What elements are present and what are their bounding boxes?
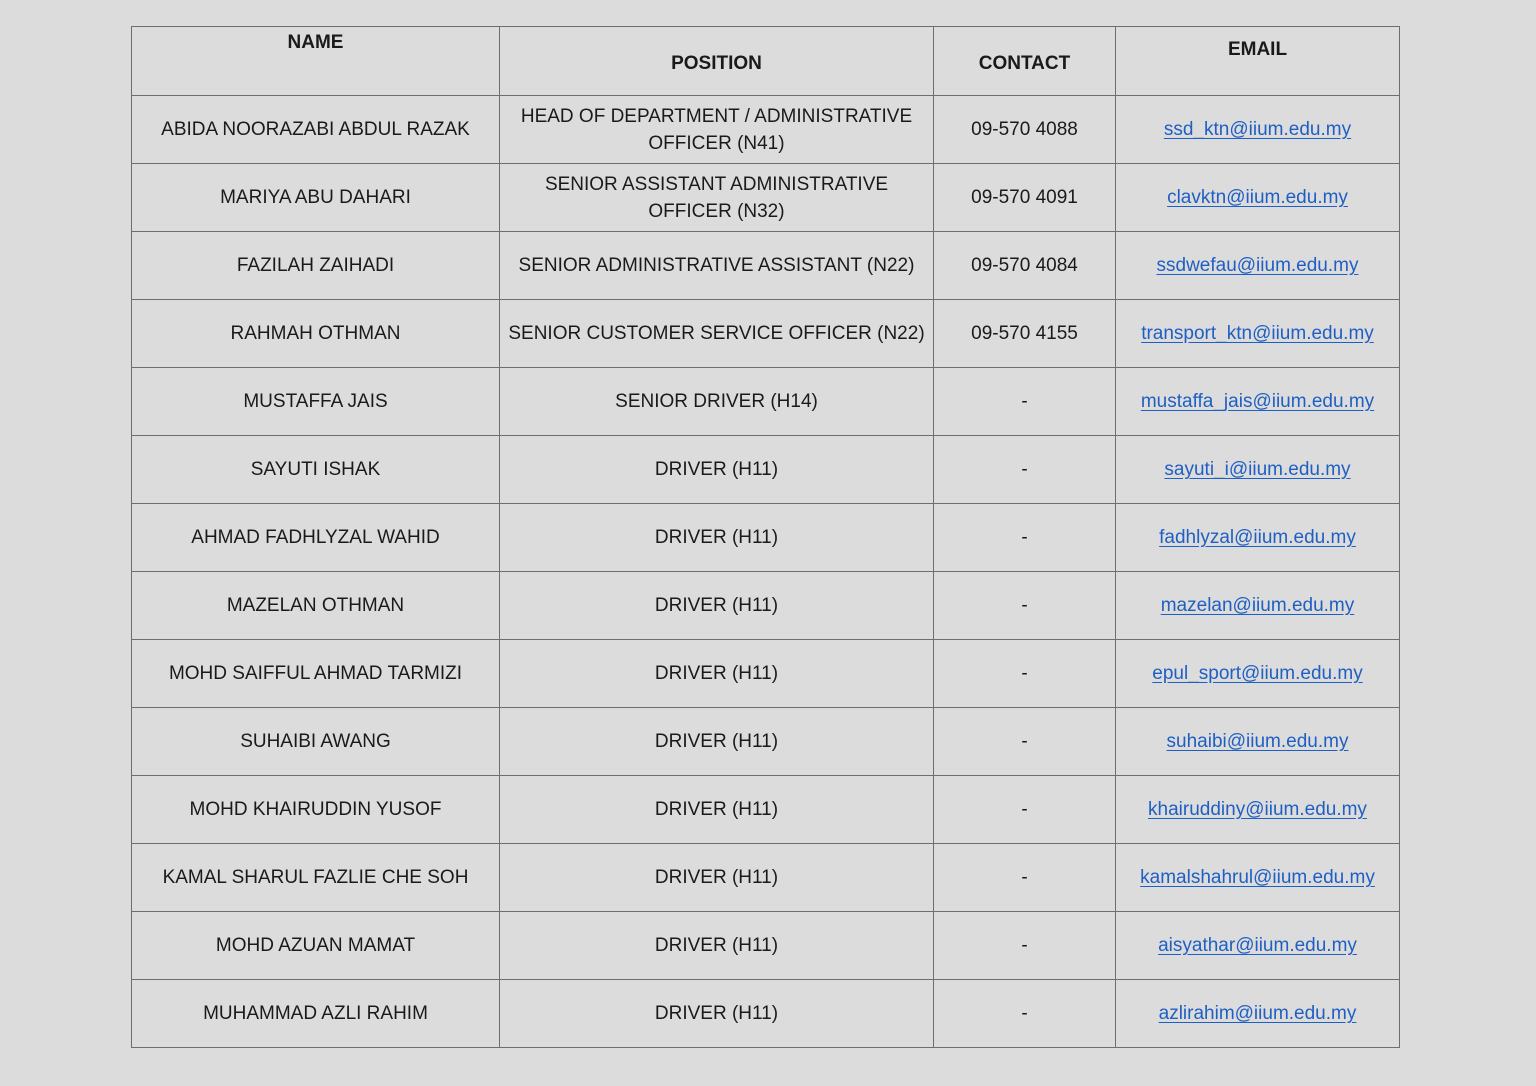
table-row bbox=[132, 504, 1400, 572]
cell-contact: 09-570 4084 bbox=[934, 232, 1116, 300]
email-link[interactable]: sayuti_i@iium.edu.my bbox=[1164, 459, 1351, 480]
cell-name: FAZILAH ZAIHADI bbox=[132, 232, 500, 300]
cell-name: MAZELAN OTHMAN bbox=[132, 572, 500, 640]
cell-contact: 09-570 4088 bbox=[934, 96, 1116, 164]
cell-email bbox=[1116, 164, 1400, 232]
cell-email bbox=[1116, 504, 1400, 572]
table-row bbox=[132, 640, 1400, 708]
table-row bbox=[132, 232, 1400, 300]
cell-contact: - bbox=[934, 776, 1116, 844]
cell-name: MUSTAFFA JAIS bbox=[132, 368, 500, 436]
cell-email bbox=[1116, 572, 1400, 640]
header-name: NAME bbox=[132, 27, 500, 96]
email-link[interactable]: suhaibi@iium.edu.my bbox=[1166, 731, 1349, 752]
cell-position: DRIVER (H11) bbox=[500, 640, 934, 708]
staff-directory-table bbox=[131, 26, 1400, 1048]
table-row bbox=[132, 980, 1400, 1048]
cell-position: SENIOR ASSISTANT ADMINISTRATIVE OFFICER (N32) bbox=[500, 164, 934, 232]
cell-name: SAYUTI ISHAK bbox=[132, 436, 500, 504]
cell-email bbox=[1116, 912, 1400, 980]
email-link[interactable]: aisyathar@iium.edu.my bbox=[1158, 935, 1357, 956]
cell-position: DRIVER (H11) bbox=[500, 708, 934, 776]
header-contact: CONTACT bbox=[934, 27, 1116, 96]
cell-name: MOHD AZUAN MAMAT bbox=[132, 912, 500, 980]
email-link[interactable]: epul_sport@iium.edu.my bbox=[1152, 663, 1363, 684]
table-row bbox=[132, 436, 1400, 504]
cell-position: SENIOR ADMINISTRATIVE ASSISTANT (N22) bbox=[500, 232, 934, 300]
cell-name: SUHAIBI AWANG bbox=[132, 708, 500, 776]
email-link[interactable]: mazelan@iium.edu.my bbox=[1160, 595, 1355, 616]
cell-name: MOHD SAIFFUL AHMAD TARMIZI bbox=[132, 640, 500, 708]
email-link[interactable]: fadhlyzal@iium.edu.my bbox=[1159, 527, 1356, 548]
cell-contact: - bbox=[934, 708, 1116, 776]
cell-name: KAMAL SHARUL FAZLIE CHE SOH bbox=[132, 844, 500, 912]
email-link[interactable]: ssdwefau@iium.edu.my bbox=[1156, 255, 1359, 276]
header-row bbox=[132, 27, 1400, 96]
email-link[interactable]: ssd_ktn@iium.edu.my bbox=[1163, 119, 1352, 140]
email-link[interactable]: azlirahim@iium.edu.my bbox=[1158, 1003, 1357, 1024]
table-row bbox=[132, 572, 1400, 640]
table-row bbox=[132, 164, 1400, 232]
cell-position: DRIVER (H11) bbox=[500, 436, 934, 504]
cell-email bbox=[1116, 640, 1400, 708]
header-position: POSITION bbox=[500, 27, 934, 96]
cell-position: DRIVER (H11) bbox=[500, 776, 934, 844]
table-row bbox=[132, 96, 1400, 164]
cell-name: AHMAD FADHLYZAL WAHID bbox=[132, 504, 500, 572]
table-row bbox=[132, 776, 1400, 844]
cell-email bbox=[1116, 96, 1400, 164]
email-link[interactable]: kamalshahrul@iium.edu.my bbox=[1140, 867, 1375, 888]
cell-position: DRIVER (H11) bbox=[500, 504, 934, 572]
email-link[interactable]: mustaffa_jais@iium.edu.my bbox=[1140, 391, 1375, 412]
cell-email bbox=[1116, 708, 1400, 776]
cell-position: DRIVER (H11) bbox=[500, 844, 934, 912]
cell-name: MUHAMMAD AZLI RAHIM bbox=[132, 980, 500, 1048]
cell-contact: - bbox=[934, 572, 1116, 640]
cell-contact: - bbox=[934, 980, 1116, 1048]
header-email: EMAIL bbox=[1116, 27, 1400, 96]
cell-contact: - bbox=[934, 436, 1116, 504]
cell-position: HEAD OF DEPARTMENT / ADMINISTRATIVE OFFICER (N41) bbox=[500, 96, 934, 164]
cell-position: DRIVER (H11) bbox=[500, 980, 934, 1048]
cell-name: MARIYA ABU DAHARI bbox=[132, 164, 500, 232]
table-row bbox=[132, 708, 1400, 776]
staff-directory-sheet bbox=[131, 26, 1400, 1048]
cell-name: ABIDA NOORAZABI ABDUL RAZAK bbox=[132, 96, 500, 164]
cell-name: MOHD KHAIRUDDIN YUSOF bbox=[132, 776, 500, 844]
email-link[interactable]: khairuddiny@iium.edu.my bbox=[1148, 799, 1367, 820]
email-link[interactable]: transport_ktn@iium.edu.my bbox=[1141, 323, 1374, 344]
email-link[interactable]: clavktn@iium.edu.my bbox=[1167, 187, 1348, 208]
cell-email bbox=[1116, 368, 1400, 436]
cell-position: DRIVER (H11) bbox=[500, 912, 934, 980]
cell-email bbox=[1116, 300, 1400, 368]
table-row bbox=[132, 368, 1400, 436]
cell-email bbox=[1116, 980, 1400, 1048]
cell-email bbox=[1116, 436, 1400, 504]
cell-contact: - bbox=[934, 368, 1116, 436]
cell-contact: 09-570 4091 bbox=[934, 164, 1116, 232]
cell-email bbox=[1116, 232, 1400, 300]
cell-email bbox=[1116, 844, 1400, 912]
table-row bbox=[132, 844, 1400, 912]
cell-contact: - bbox=[934, 844, 1116, 912]
cell-contact: 09-570 4155 bbox=[934, 300, 1116, 368]
cell-contact: - bbox=[934, 504, 1116, 572]
cell-position: SENIOR CUSTOMER SERVICE OFFICER (N22) bbox=[500, 300, 934, 368]
cell-contact: - bbox=[934, 640, 1116, 708]
cell-name: RAHMAH OTHMAN bbox=[132, 300, 500, 368]
table-row bbox=[132, 912, 1400, 980]
cell-email bbox=[1116, 776, 1400, 844]
cell-position: SENIOR DRIVER (H14) bbox=[500, 368, 934, 436]
cell-position: DRIVER (H11) bbox=[500, 572, 934, 640]
table-row bbox=[132, 300, 1400, 368]
cell-contact: - bbox=[934, 912, 1116, 980]
